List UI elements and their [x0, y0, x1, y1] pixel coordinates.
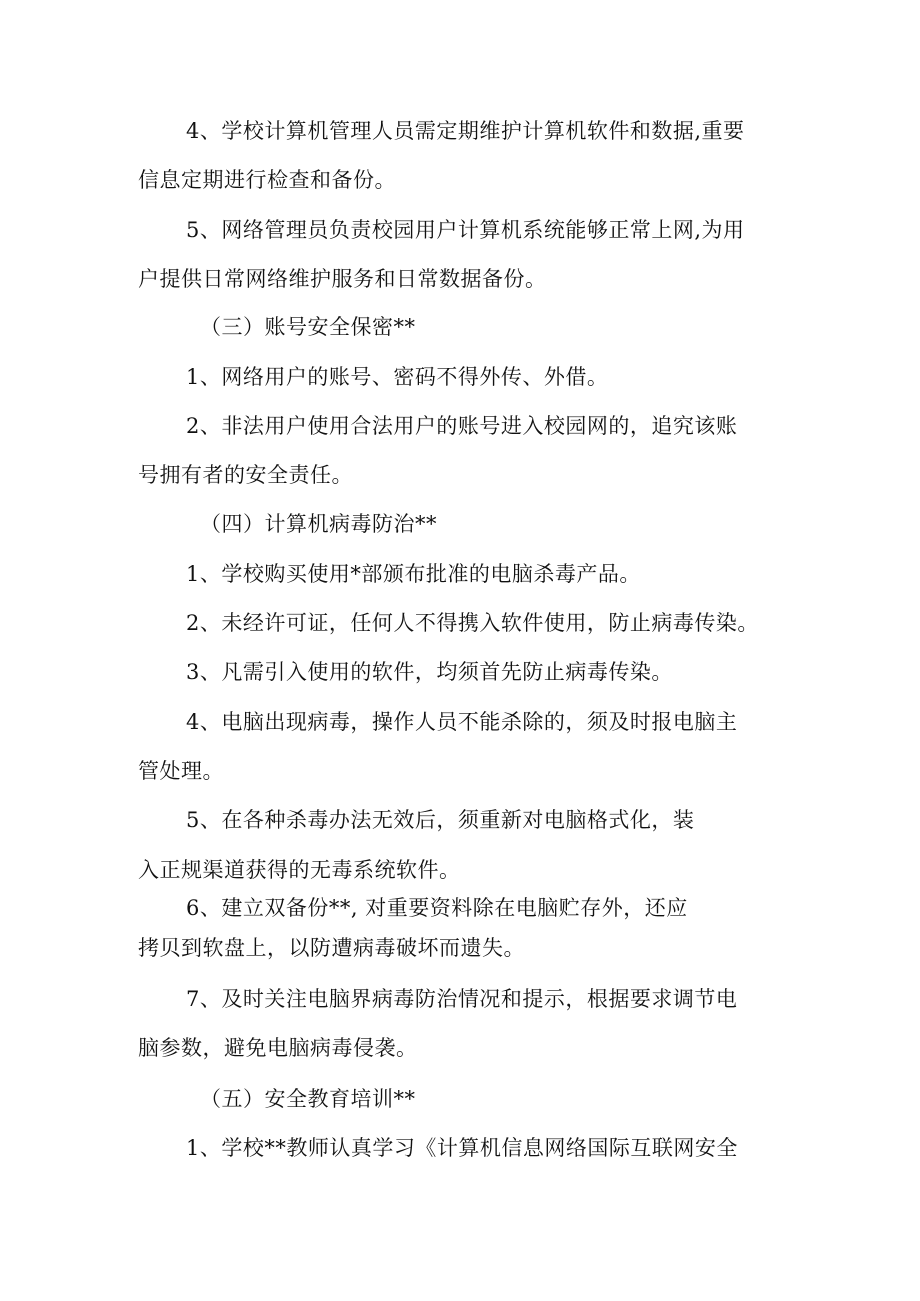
account-item-1: 1、网络用户的账号、密码不得外传、外借。 — [186, 365, 609, 389]
section-heading-5: （五）安全教育培训** — [200, 1087, 416, 1111]
virus-item-4-line-2: 管处理。 — [138, 759, 224, 783]
virus-item-5-line-2: 入正规渠道获得的无毒系统软件。 — [138, 858, 461, 882]
section-heading-3: （三）账号安全保密** — [200, 315, 416, 339]
section-heading-4: （四）计算机病毒防治** — [200, 512, 437, 536]
account-item-2-line-2: 号拥有者的安全责任。 — [138, 463, 353, 487]
training-item-1: 1、学校**教师认真学习《计算机信息网络国际互联网安全 — [186, 1136, 738, 1160]
virus-item-2: 2、未经许可证，任何人不得携入软件使用，防止病毒传染。 — [186, 611, 759, 635]
virus-item-5-line-1: 5、在各种杀毒办法无效后，须重新对电脑格式化，装 — [186, 808, 695, 832]
paragraph-4-line-1: 4、学校计算机管理人员需定期维护计算机软件和数据,重要 — [186, 119, 745, 143]
virus-item-6-line-1: 6、建立双备份**, 对重要资料除在电脑贮存外，还应 — [186, 896, 688, 920]
virus-item-3: 3、凡需引入使用的软件，均须首先防止病毒传染。 — [186, 660, 673, 684]
paragraph-4-line-2: 信息定期进行检查和备份。 — [138, 168, 396, 192]
virus-item-1: 1、学校购买使用*部颁布批准的电脑杀毒产品。 — [186, 562, 641, 586]
paragraph-5-line-1: 5、网络管理员负责校园用户计算机系统能够正常上网,为用 — [186, 218, 745, 242]
virus-item-7-line-2: 脑参数，避免电脑病毒侵袭。 — [138, 1036, 418, 1060]
account-item-2-line-1: 2、非法用户使用合法用户的账号进入校园网的，追究该账 — [186, 414, 738, 438]
paragraph-5-line-2: 户提供日常网络维护服务和日常数据备份。 — [138, 267, 547, 291]
virus-item-6-line-2: 拷贝到软盘上，以防遭病毒破坏而遗失。 — [138, 936, 525, 960]
virus-item-7-line-1: 7、及时关注电脑界病毒防治情况和提示，根据要求调节电 — [186, 987, 738, 1011]
virus-item-4-line-1: 4、电脑出现病毒，操作人员不能杀除的，须及时报电脑主 — [186, 710, 738, 734]
